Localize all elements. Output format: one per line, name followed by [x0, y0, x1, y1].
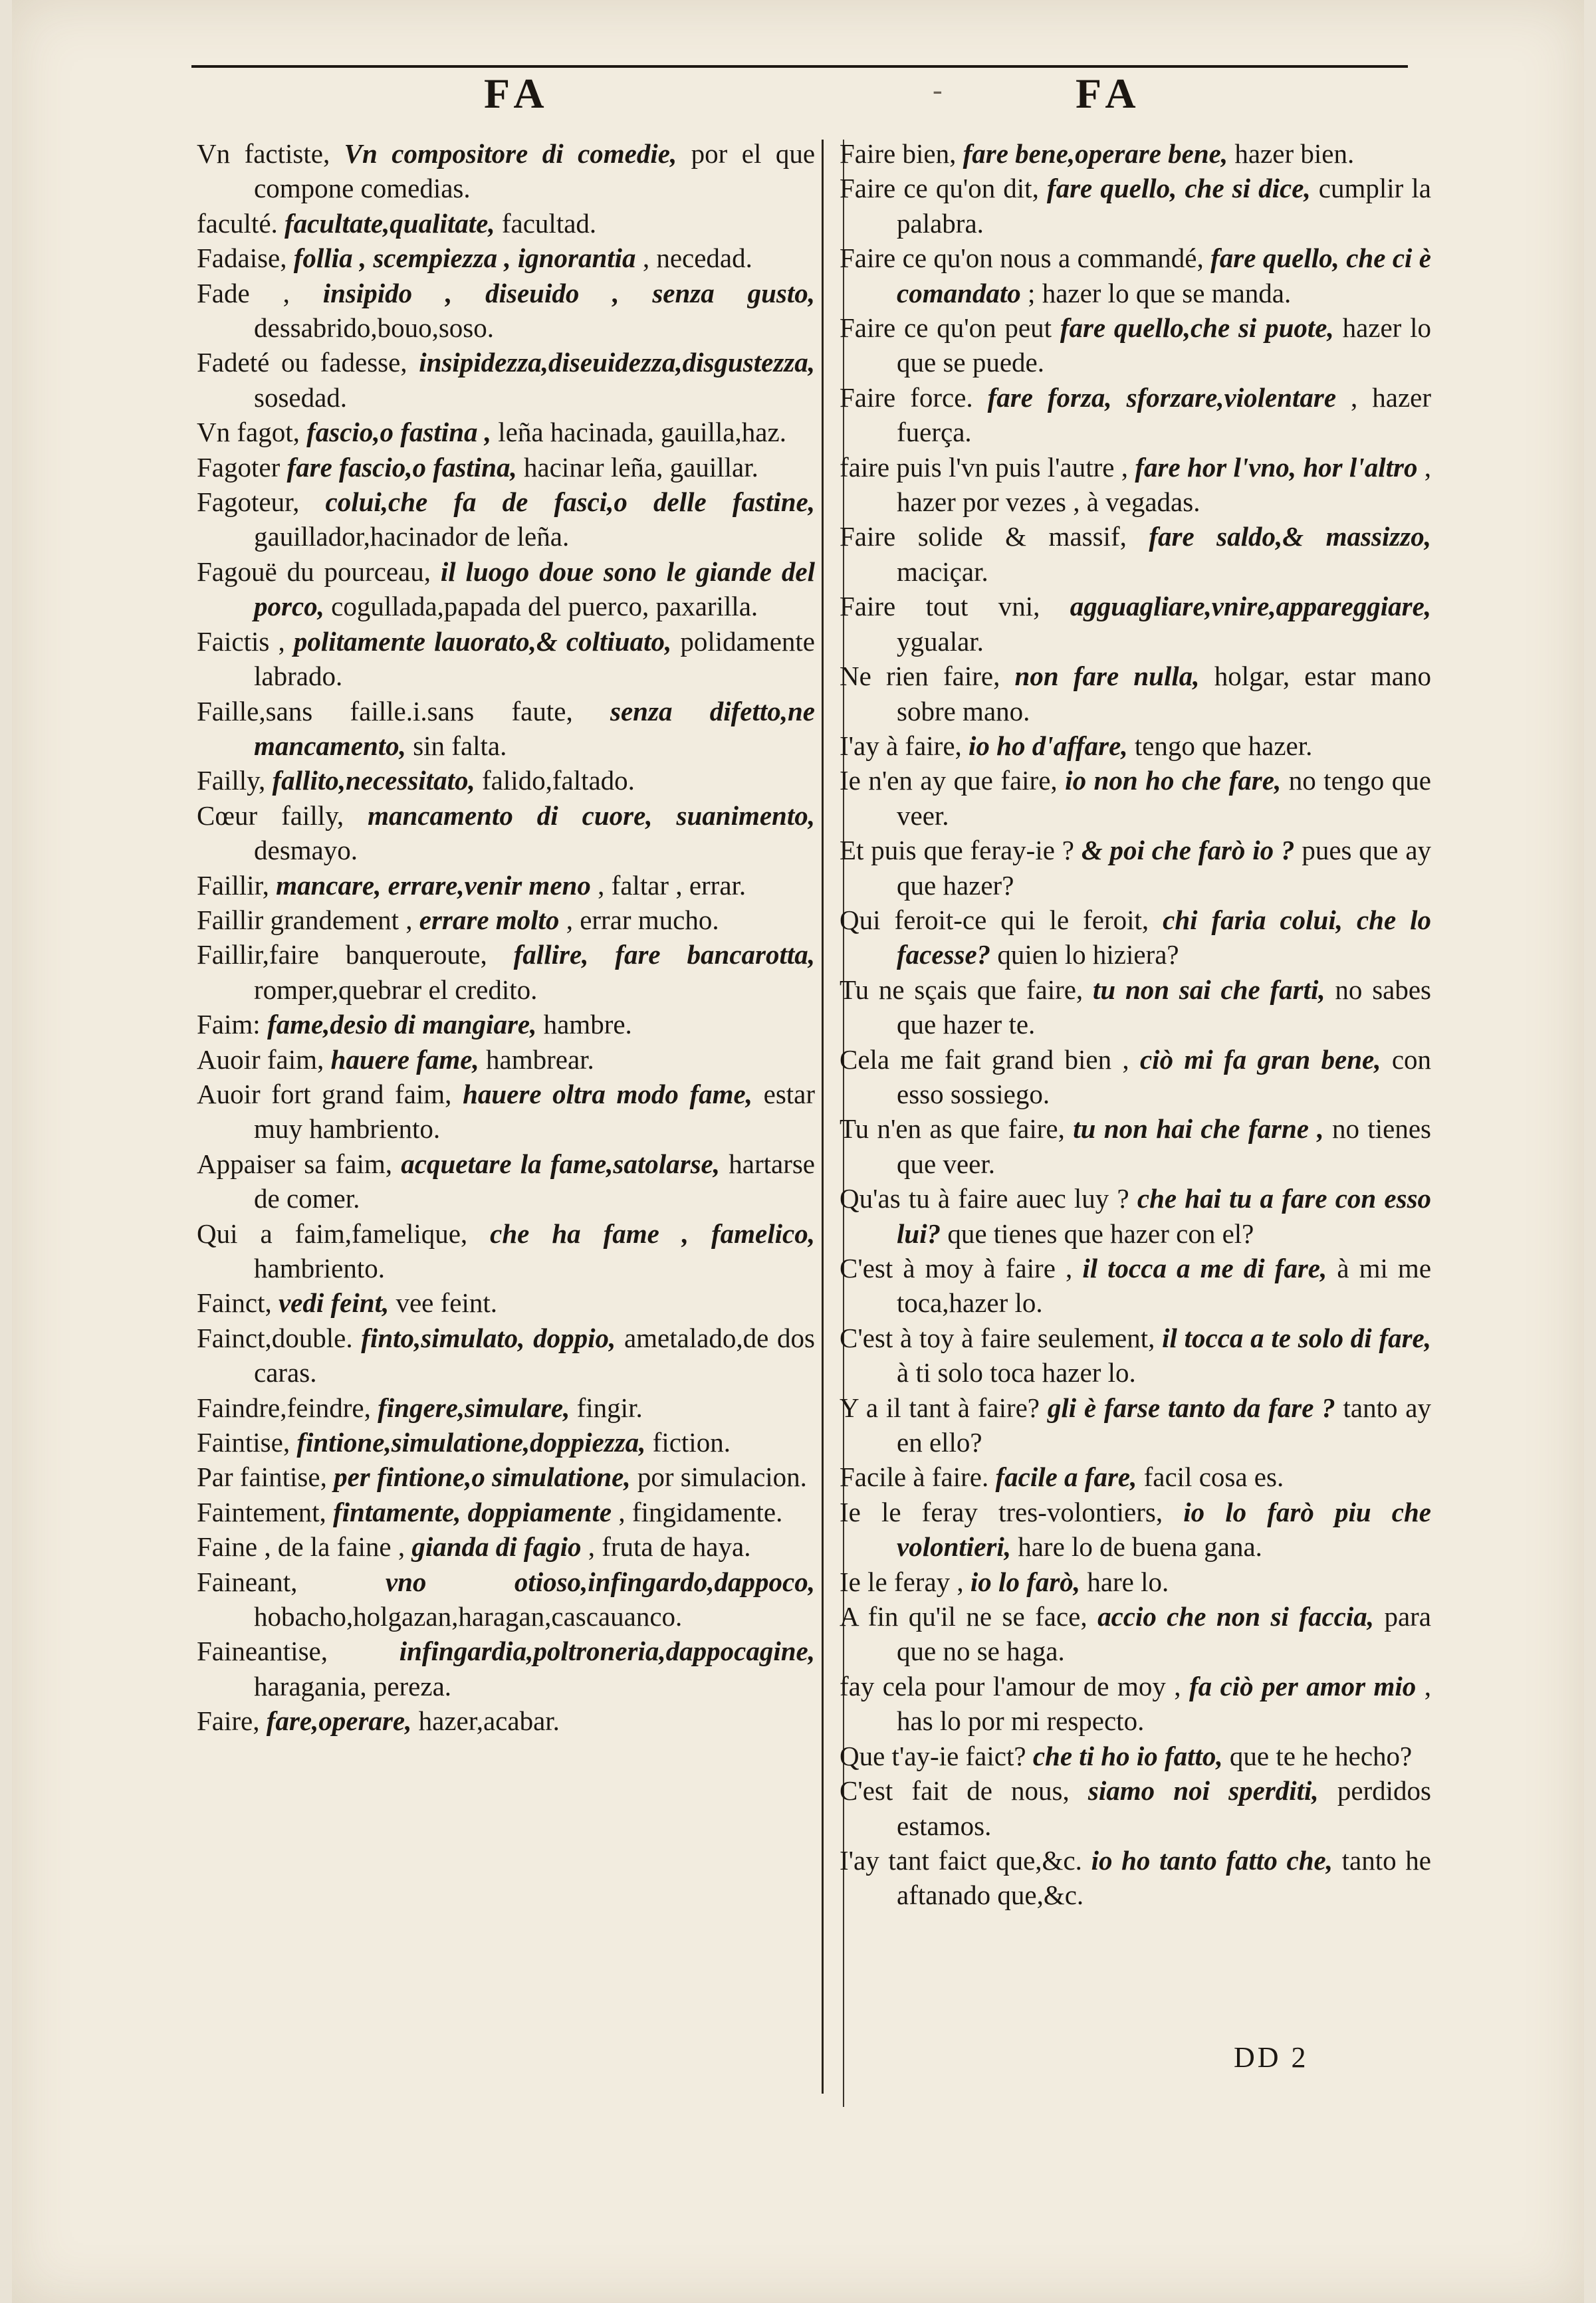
spanish-gloss: con esso sossiego.	[897, 1043, 1432, 1109]
italian-gloss: senza difetto,ne mancamento,	[254, 695, 816, 761]
spanish-gloss: sosedad.	[254, 382, 348, 413]
italian-gloss: io lo farò,	[970, 1566, 1081, 1597]
italian-gloss: che ha fame , famelico,	[490, 1218, 815, 1249]
french-headword: Qu'as tu à faire auec luy ?	[840, 1183, 1129, 1214]
dictionary-entry	[197, 1425, 815, 1460]
dictionary-entry	[840, 1495, 1431, 1565]
signature-mark: DD 2	[1234, 2041, 1309, 2074]
italian-gloss: io lo farò piu che volontieri,	[897, 1496, 1431, 1563]
italian-gloss: & poi che farò io ?	[1081, 835, 1295, 866]
french-headword: Facile à faire.	[840, 1462, 989, 1493]
dictionary-entry	[197, 1285, 815, 1320]
column-divider	[822, 140, 824, 2094]
french-headword: Tu ne sçais que faire,	[840, 974, 1083, 1005]
italian-gloss: ciò mi fa gran bene,	[1139, 1043, 1381, 1075]
spanish-gloss: , hazer fuerça.	[897, 382, 1431, 448]
french-headword: Faine , de la faine ,	[197, 1531, 405, 1563]
dictionary-entry	[197, 763, 815, 798]
dictionary-entry	[197, 136, 815, 206]
french-headword: Qui a faim,famelique,	[197, 1218, 468, 1249]
italian-gloss: hauere fame,	[330, 1043, 479, 1075]
spanish-gloss: ametalado,de dos caras.	[254, 1322, 816, 1388]
french-headword: Faintement,	[197, 1496, 326, 1527]
spanish-gloss: hartarse de comer.	[254, 1148, 815, 1214]
header-rule	[191, 65, 1408, 68]
french-headword: Faictis ,	[197, 625, 285, 657]
italian-gloss: per fintione,o simulatione,	[334, 1462, 631, 1493]
italian-gloss: accio che non si faccia,	[1097, 1601, 1374, 1632]
french-headword: Fadeté ou fadesse,	[197, 347, 407, 378]
french-headword: Cela me fait grand bien ,	[840, 1043, 1129, 1075]
dictionary-entry	[197, 450, 815, 485]
dictionary-entry	[197, 1529, 815, 1564]
spanish-gloss: hare lo de buena gana.	[1018, 1531, 1262, 1563]
french-headword: Faindre,feindre,	[197, 1392, 371, 1423]
dictionary-entry	[840, 763, 1431, 833]
dictionary-entry	[197, 1495, 815, 1529]
spanish-gloss: holgar, estar mano sobre mano.	[897, 661, 1432, 726]
italian-gloss: insipidezza,diseuidezza,disgustezza,	[419, 347, 815, 378]
italian-gloss: fa ciò per amor mio	[1189, 1670, 1417, 1701]
dictionary-entry	[840, 972, 1431, 1042]
dictionary-entry	[197, 1634, 815, 1703]
running-head-right: FA	[1076, 70, 1143, 117]
french-headword: Tu n'en as que faire,	[840, 1113, 1065, 1145]
italian-gloss: fallire, fare bancarotta,	[513, 939, 816, 970]
dictionary-entry	[197, 1147, 815, 1216]
italian-gloss: facile a fare,	[995, 1462, 1137, 1493]
spanish-gloss: , fruta de haya.	[588, 1531, 751, 1563]
french-headword: Ne rien faire,	[840, 661, 1000, 692]
french-headword: Fagoteur,	[197, 487, 300, 518]
french-headword: Par faintise,	[197, 1462, 327, 1493]
italian-gloss: chi faria colui, che lo facesse?	[897, 904, 1432, 970]
french-headword: Faire force.	[840, 382, 973, 413]
french-headword: I'ay à faire,	[840, 730, 962, 761]
dictionary-entry	[197, 1007, 815, 1042]
spanish-gloss: hobacho,holgazan,haragan,cascauanco.	[254, 1601, 683, 1632]
french-headword: Fainct,double.	[197, 1322, 353, 1353]
spanish-gloss: gauillador,hacinador de leña.	[254, 521, 570, 552]
spanish-gloss: hazer,acabar.	[418, 1705, 560, 1737]
french-headword: Ie n'en ay que faire,	[840, 765, 1058, 796]
italian-gloss: fintamente, doppiamente	[332, 1496, 612, 1527]
french-headword: Vn fagot,	[197, 417, 300, 448]
italian-gloss: fingere,simulare,	[378, 1392, 570, 1423]
spanish-gloss: , necedad.	[642, 243, 752, 274]
spanish-gloss: hambre.	[543, 1009, 632, 1040]
spanish-gloss: hazer bien.	[1234, 138, 1355, 169]
dictionary-entry	[197, 1390, 815, 1425]
spanish-gloss: maciçar.	[897, 556, 988, 587]
italian-gloss: fame,desio di mangiare,	[267, 1009, 537, 1040]
header-mark: -	[933, 74, 943, 106]
spanish-gloss: fiction.	[652, 1427, 731, 1458]
dictionary-entry	[840, 450, 1431, 520]
french-headword: C'est à moy à faire ,	[840, 1253, 1073, 1283]
spanish-gloss: tengo que hazer.	[1134, 730, 1313, 761]
french-headword: Cœur failly,	[197, 800, 344, 831]
spanish-gloss: hacinar leña, gauillar.	[523, 451, 758, 483]
italian-gloss: io non ho che fare,	[1065, 765, 1282, 796]
italian-gloss: io ho tanto fatto che,	[1091, 1844, 1333, 1876]
french-headword: Fade ,	[197, 277, 290, 308]
french-headword: Faire solide & massif,	[840, 521, 1127, 552]
spanish-gloss: ygualar.	[897, 625, 984, 657]
spanish-gloss: fingir.	[576, 1392, 643, 1423]
french-headword: Auoir faim,	[197, 1043, 324, 1075]
spanish-gloss: facultad.	[501, 207, 597, 239]
french-headword: Faire bien,	[840, 138, 957, 169]
dictionary-entry	[840, 171, 1431, 241]
italian-gloss: gli è farse tanto da fare ?	[1047, 1392, 1335, 1423]
dictionary-entry	[840, 903, 1431, 972]
dictionary-entry	[197, 1042, 815, 1077]
french-headword: Ie le feray tres-volontiers,	[840, 1496, 1163, 1527]
french-headword: Faire ce qu'on nous a commandé,	[840, 243, 1204, 274]
spanish-gloss: por simulacion.	[637, 1462, 807, 1493]
spanish-gloss: no tienes que veer.	[897, 1113, 1432, 1179]
spanish-gloss: estar muy hambriento.	[254, 1078, 816, 1145]
dictionary-entry	[197, 276, 815, 346]
italian-gloss: siamo noi sperditi,	[1087, 1775, 1319, 1807]
dictionary-entry	[840, 728, 1431, 763]
italian-gloss: hauere oltra modo fame,	[463, 1078, 752, 1109]
dictionary-entry	[840, 241, 1431, 310]
italian-gloss: fascio,o fastina ,	[306, 417, 492, 448]
spanish-gloss: perdidos estamos.	[897, 1775, 1432, 1841]
italian-gloss: facultate,qualitate,	[285, 207, 495, 239]
italian-gloss: non fare nulla,	[1014, 661, 1200, 692]
dictionary-entry	[840, 589, 1431, 659]
spanish-gloss: quien lo hiziera?	[997, 939, 1179, 970]
french-headword: Fagoter	[197, 451, 281, 483]
italian-gloss: fallito,necessitato,	[272, 765, 475, 796]
italian-gloss: che ti ho io fatto,	[1032, 1740, 1223, 1771]
italian-gloss: fare bene,operare bene,	[963, 138, 1228, 169]
spanish-gloss: hambrear.	[486, 1043, 594, 1075]
dictionary-entry	[197, 1321, 815, 1390]
french-headword: Auoir fort grand faim,	[197, 1078, 452, 1109]
french-headword: faire puis l'vn puis l'autre ,	[840, 451, 1129, 483]
dictionary-entry	[840, 833, 1431, 903]
italian-gloss: tu non hai che farne ,	[1073, 1113, 1324, 1145]
french-headword: Faintise,	[197, 1427, 290, 1458]
french-headword: Et puis que feray-ie ?	[840, 835, 1074, 866]
dictionary-entry	[840, 310, 1431, 380]
italian-gloss: fare quello, che si dice,	[1046, 173, 1311, 204]
dictionary-entry	[840, 1321, 1431, 1390]
spanish-gloss: cogullada,papada del puerco, paxarilla.	[331, 591, 758, 622]
italian-gloss: io ho d'affare,	[969, 730, 1128, 761]
italian-gloss: il luogo doue sono le giande del porco,	[254, 556, 815, 622]
spanish-gloss: desmayo.	[254, 835, 358, 866]
spanish-gloss: que tienes que hazer con el?	[947, 1218, 1254, 1249]
french-headword: A fin qu'il ne se face,	[840, 1601, 1087, 1632]
spanish-gloss: para que no se haga.	[897, 1601, 1431, 1667]
french-headword: Faire ce qu'on dit,	[840, 173, 1039, 204]
dictionary-entry	[197, 485, 815, 554]
italian-gloss: mancamento di cuore, suanimento,	[368, 800, 815, 831]
dictionary-entry	[840, 1181, 1431, 1251]
dictionary-entry	[840, 1042, 1431, 1112]
italian-gloss: mancare, errare,venir meno	[276, 869, 591, 901]
spanish-gloss: pues que ay que hazer?	[897, 835, 1432, 901]
italian-gloss: infingardia,poltroneria,dappocagine,	[399, 1636, 815, 1667]
dictionary-entry	[197, 554, 815, 624]
dictionary-entry	[840, 1111, 1431, 1181]
right-column	[840, 136, 1431, 1913]
spanish-gloss: sin falta.	[413, 730, 507, 761]
dictionary-entry	[197, 1216, 815, 1286]
french-headword: Faim:	[197, 1009, 261, 1040]
spanish-gloss: romper,quebrar el credito.	[254, 974, 538, 1005]
italian-gloss: fare fascio,o fastina,	[286, 451, 517, 483]
dictionary-entry	[197, 206, 815, 241]
italian-gloss: acquetare la fame,satolarse,	[401, 1148, 720, 1179]
french-headword: Y a il tant à faire?	[840, 1392, 1040, 1423]
dictionary-entry	[840, 1390, 1431, 1460]
french-headword: C'est à toy à faire seulement,	[840, 1322, 1155, 1353]
french-headword: Fadaise,	[197, 243, 287, 274]
dictionary-entry	[840, 1669, 1431, 1739]
dictionary-entry	[840, 380, 1431, 450]
french-headword: Que t'ay-ie faict?	[840, 1740, 1026, 1771]
french-headword: Faillir,faire banqueroute,	[197, 939, 487, 970]
spanish-gloss: ; hazer lo que se manda.	[1028, 277, 1292, 308]
french-headword: Faillir,	[197, 869, 269, 901]
italian-gloss: fintione,simulatione,doppiezza,	[296, 1427, 646, 1458]
spanish-gloss: dessabrido,bouo,soso.	[254, 312, 495, 344]
dictionary-entry	[197, 903, 815, 937]
dictionary-entry	[197, 1077, 815, 1147]
spanish-gloss: leña hacinada, gauilla,haz.	[498, 417, 786, 448]
french-headword: Faire ce qu'on peut	[840, 312, 1052, 344]
dictionary-entry	[197, 937, 815, 1007]
spanish-gloss: tanto he aftanado que,&c.	[897, 1844, 1431, 1911]
dictionary-entry	[840, 659, 1431, 728]
italian-gloss: gianda di fagio	[411, 1531, 582, 1563]
spanish-gloss: que te he hecho?	[1229, 1740, 1413, 1771]
spanish-gloss: hare lo.	[1087, 1566, 1169, 1597]
dictionary-entry	[197, 624, 815, 694]
spanish-gloss: , hazer por vezes , à vegadas.	[897, 451, 1432, 518]
dictionary-entry	[197, 345, 815, 415]
dictionary-entry	[840, 1251, 1431, 1321]
italian-gloss: colui,che fa de fasci,o delle fastine,	[325, 487, 815, 518]
spanish-gloss: no sabes que hazer te.	[897, 974, 1432, 1040]
italian-gloss: fare saldo,& massizzo,	[1149, 521, 1431, 552]
dictionary-entry	[840, 519, 1431, 589]
dictionary-entry	[197, 1565, 815, 1634]
dictionary-entry	[197, 241, 815, 275]
dictionary-entry	[840, 136, 1431, 171]
dictionary-entry	[197, 798, 815, 868]
french-headword: Faineantise,	[197, 1636, 328, 1667]
spanish-gloss: hambriento.	[254, 1253, 385, 1283]
italian-gloss: follia , scempiezza , ignorantia	[293, 243, 636, 274]
spanish-gloss: por el que compone comedias.	[254, 138, 816, 204]
italian-gloss: vedi feint,	[278, 1287, 390, 1319]
dictionary-entry	[840, 1773, 1431, 1843]
italian-gloss: finto,simulato, doppio,	[361, 1322, 616, 1353]
spanish-gloss: , fingidamente.	[618, 1496, 783, 1527]
dictionary-page	[12, 0, 1584, 2303]
italian-gloss: agguagliare,vnire,appareggiare,	[1070, 591, 1432, 622]
french-headword: Faillir grandement ,	[197, 904, 413, 935]
italian-gloss: tu non sai che farti,	[1092, 974, 1325, 1005]
french-headword: Qui feroit-ce qui le feroit,	[840, 904, 1149, 935]
french-headword: Vn factiste,	[197, 138, 330, 169]
french-headword: Faire tout vni,	[840, 591, 1040, 622]
french-headword: Appaiser sa faim,	[197, 1148, 393, 1179]
italian-gloss: fare quello,che si puote,	[1060, 312, 1334, 344]
italian-gloss: fare forza, sforzare,violentare	[987, 382, 1337, 413]
italian-gloss: fare quello, che ci è comandato	[897, 243, 1431, 308]
spanish-gloss: no tengo que veer.	[897, 765, 1431, 831]
dictionary-entry	[197, 1460, 815, 1494]
italian-gloss: vno otioso,infingardo,dappoco,	[385, 1566, 815, 1597]
italian-gloss: che hai tu a fare con esso lui?	[897, 1183, 1432, 1249]
dictionary-entry	[197, 694, 815, 764]
spanish-gloss: falido,faltado.	[481, 765, 635, 796]
dictionary-entry	[840, 1843, 1431, 1913]
left-column	[197, 136, 815, 1739]
italian-gloss: Vn compositore di comedie,	[344, 138, 677, 169]
dictionary-entry	[197, 868, 815, 903]
spanish-gloss: polidamente labrado.	[254, 625, 816, 692]
french-headword: Faille,sans faille.i.sans faute,	[197, 695, 573, 726]
dictionary-entry	[197, 415, 815, 449]
french-headword: C'est fait de nous,	[840, 1775, 1070, 1807]
dictionary-entry	[840, 1739, 1431, 1773]
dictionary-entry	[840, 1460, 1431, 1494]
spanish-gloss: facil cosa es.	[1143, 1462, 1284, 1493]
spanish-gloss: hazer lo que se puede.	[897, 312, 1432, 378]
italian-gloss: il tocca a te solo di fare,	[1162, 1322, 1431, 1353]
french-headword: Fainct,	[197, 1287, 272, 1319]
italian-gloss: errare molto	[419, 904, 560, 935]
italian-gloss: fare,operare,	[266, 1705, 412, 1737]
italian-gloss: politamente lauorato,& coltiuato,	[293, 625, 672, 657]
dictionary-entry	[197, 1703, 815, 1738]
french-headword: Failly,	[197, 765, 266, 796]
running-head-left: FA	[484, 70, 551, 117]
spanish-gloss: cumplir la palabra.	[897, 173, 1431, 239]
french-headword: Ie le feray ,	[840, 1566, 964, 1597]
spanish-gloss: tanto ay en ello?	[897, 1392, 1431, 1458]
spanish-gloss: , errar mucho.	[566, 904, 719, 935]
dictionary-entry	[840, 1599, 1431, 1669]
french-headword: fay cela pour l'amour de moy ,	[840, 1670, 1181, 1701]
french-headword: faculté.	[197, 207, 278, 239]
spanish-gloss: , faltar , errar.	[598, 869, 746, 901]
french-headword: Fagouë du pourceau,	[197, 556, 431, 587]
italian-gloss: il tocca a me di fare,	[1082, 1253, 1327, 1283]
spanish-gloss: à mi me toca,hazer lo.	[897, 1253, 1432, 1319]
spanish-gloss: vee feint.	[396, 1287, 497, 1319]
italian-gloss: insipido , diseuido , senza gusto,	[322, 277, 816, 308]
french-headword: I'ay tant faict que,&c.	[840, 1844, 1082, 1876]
spanish-gloss: à ti solo toca hazer lo.	[897, 1357, 1136, 1388]
dictionary-entry	[840, 1565, 1431, 1599]
french-headword: Faire,	[197, 1705, 260, 1737]
spanish-gloss: haragania, pereza.	[254, 1670, 452, 1701]
french-headword: Faineant,	[197, 1566, 298, 1597]
spanish-gloss: , has lo por mi respecto.	[897, 1670, 1431, 1737]
italian-gloss: fare hor l'vno, hor l'altro	[1135, 451, 1418, 483]
